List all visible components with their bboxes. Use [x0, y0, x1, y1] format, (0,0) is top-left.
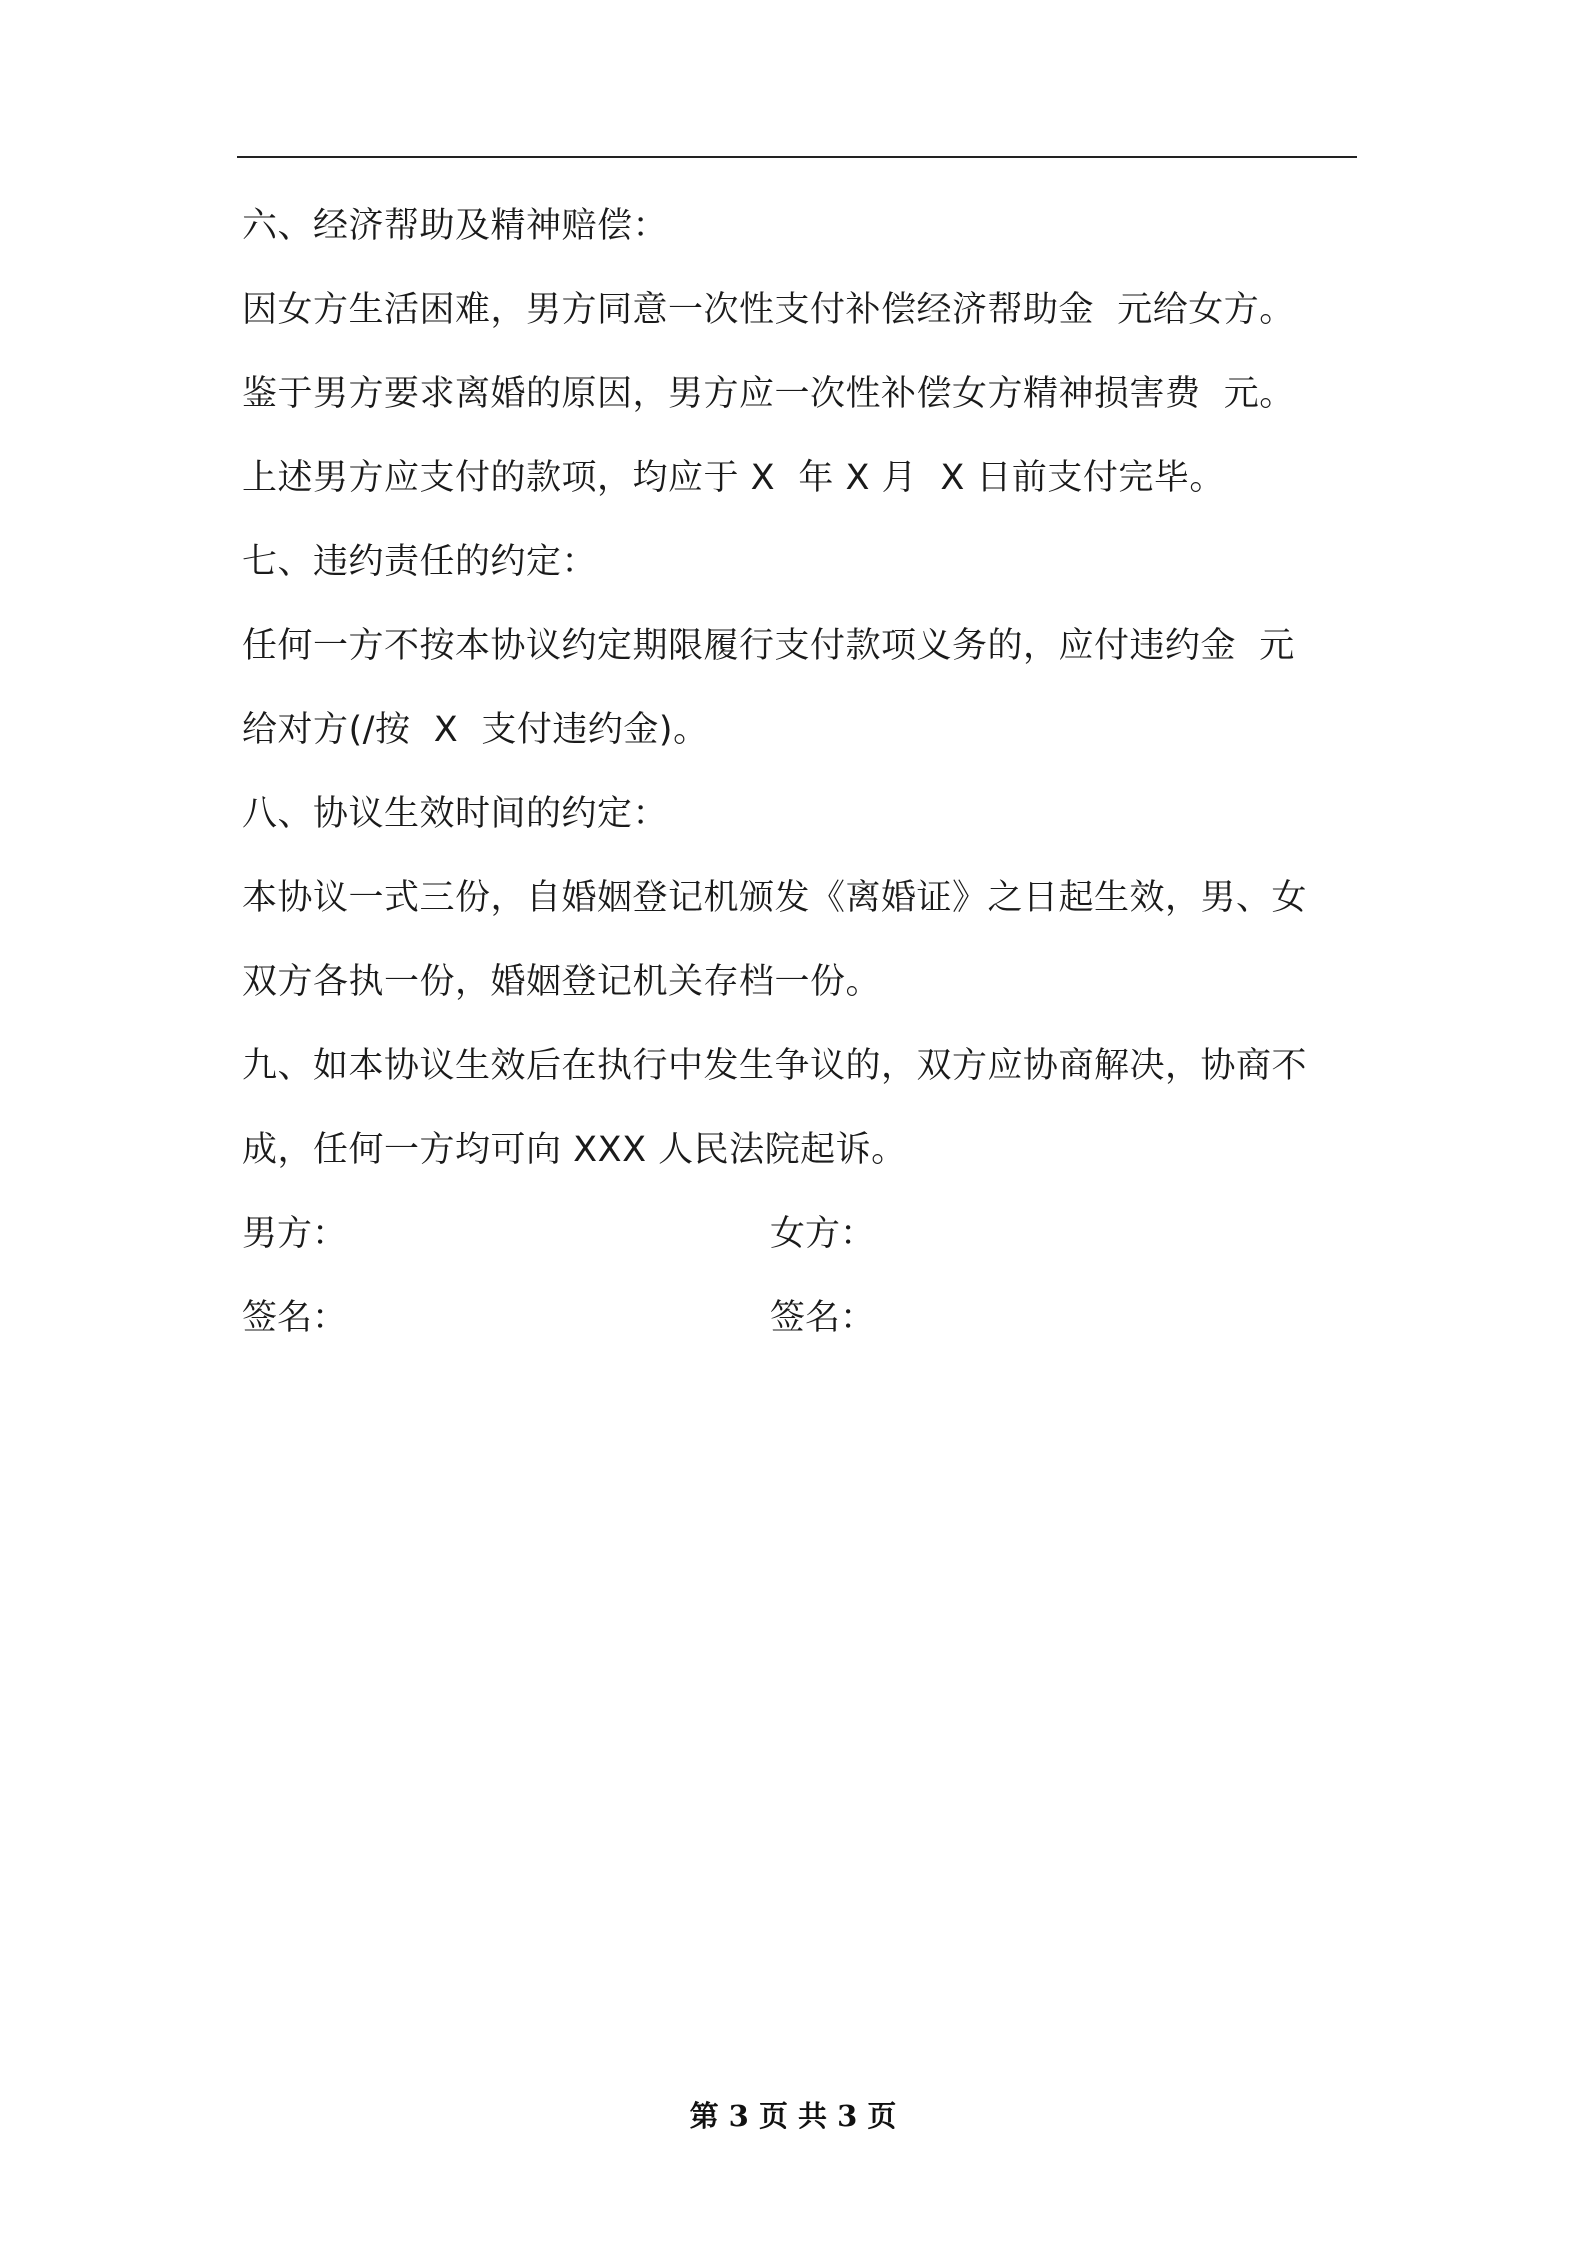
section-seven-heading: 七、违约责任的约定： — [242, 542, 598, 582]
paragraph-line: 因女方生活困难，男方同意一次性支付补偿经济帮助金 元给女方。 — [242, 290, 1295, 330]
paragraph-line: 本协议一式三份，自婚姻登记机颁发《离婚证》之日起生效，男、女 — [242, 878, 1308, 918]
male-party-label: 男方： — [242, 1214, 348, 1254]
paragraph-line: 上述男方应支付的款项，均应于 X 年 X 月 X 日前支付完毕。 — [242, 458, 1225, 498]
page-number-footer: 第 3 页 共 3 页 — [689, 2099, 897, 2133]
paragraph-line: 成，任何一方均可向 XXX 人民法院起诉。 — [242, 1130, 907, 1170]
paragraph-line: 给对方(/按 X 支付违约金)。 — [242, 710, 709, 750]
section-six-heading: 六、经济帮助及精神赔偿： — [242, 206, 669, 246]
section-nine-paragraph: 九、如本协议生效后在执行中发生争议的，双方应协商解决，协商不 — [242, 1046, 1308, 1086]
section-eight-heading: 八、协议生效时间的约定： — [242, 794, 669, 834]
male-signature-label: 签名： — [242, 1298, 348, 1338]
paragraph-line: 双方各执一份，婚姻登记机关存档一份。 — [242, 962, 882, 1002]
paragraph-line: 鉴于男方要求离婚的原因，男方应一次性补偿女方精神损害费 元。 — [242, 374, 1295, 414]
paragraph-line: 任何一方不按本协议约定期限履行支付款项义务的，应付违约金 元 — [242, 626, 1295, 666]
female-party-label: 女方： — [770, 1214, 876, 1254]
female-signature-label: 签名： — [770, 1298, 876, 1338]
header-rule — [237, 156, 1357, 158]
